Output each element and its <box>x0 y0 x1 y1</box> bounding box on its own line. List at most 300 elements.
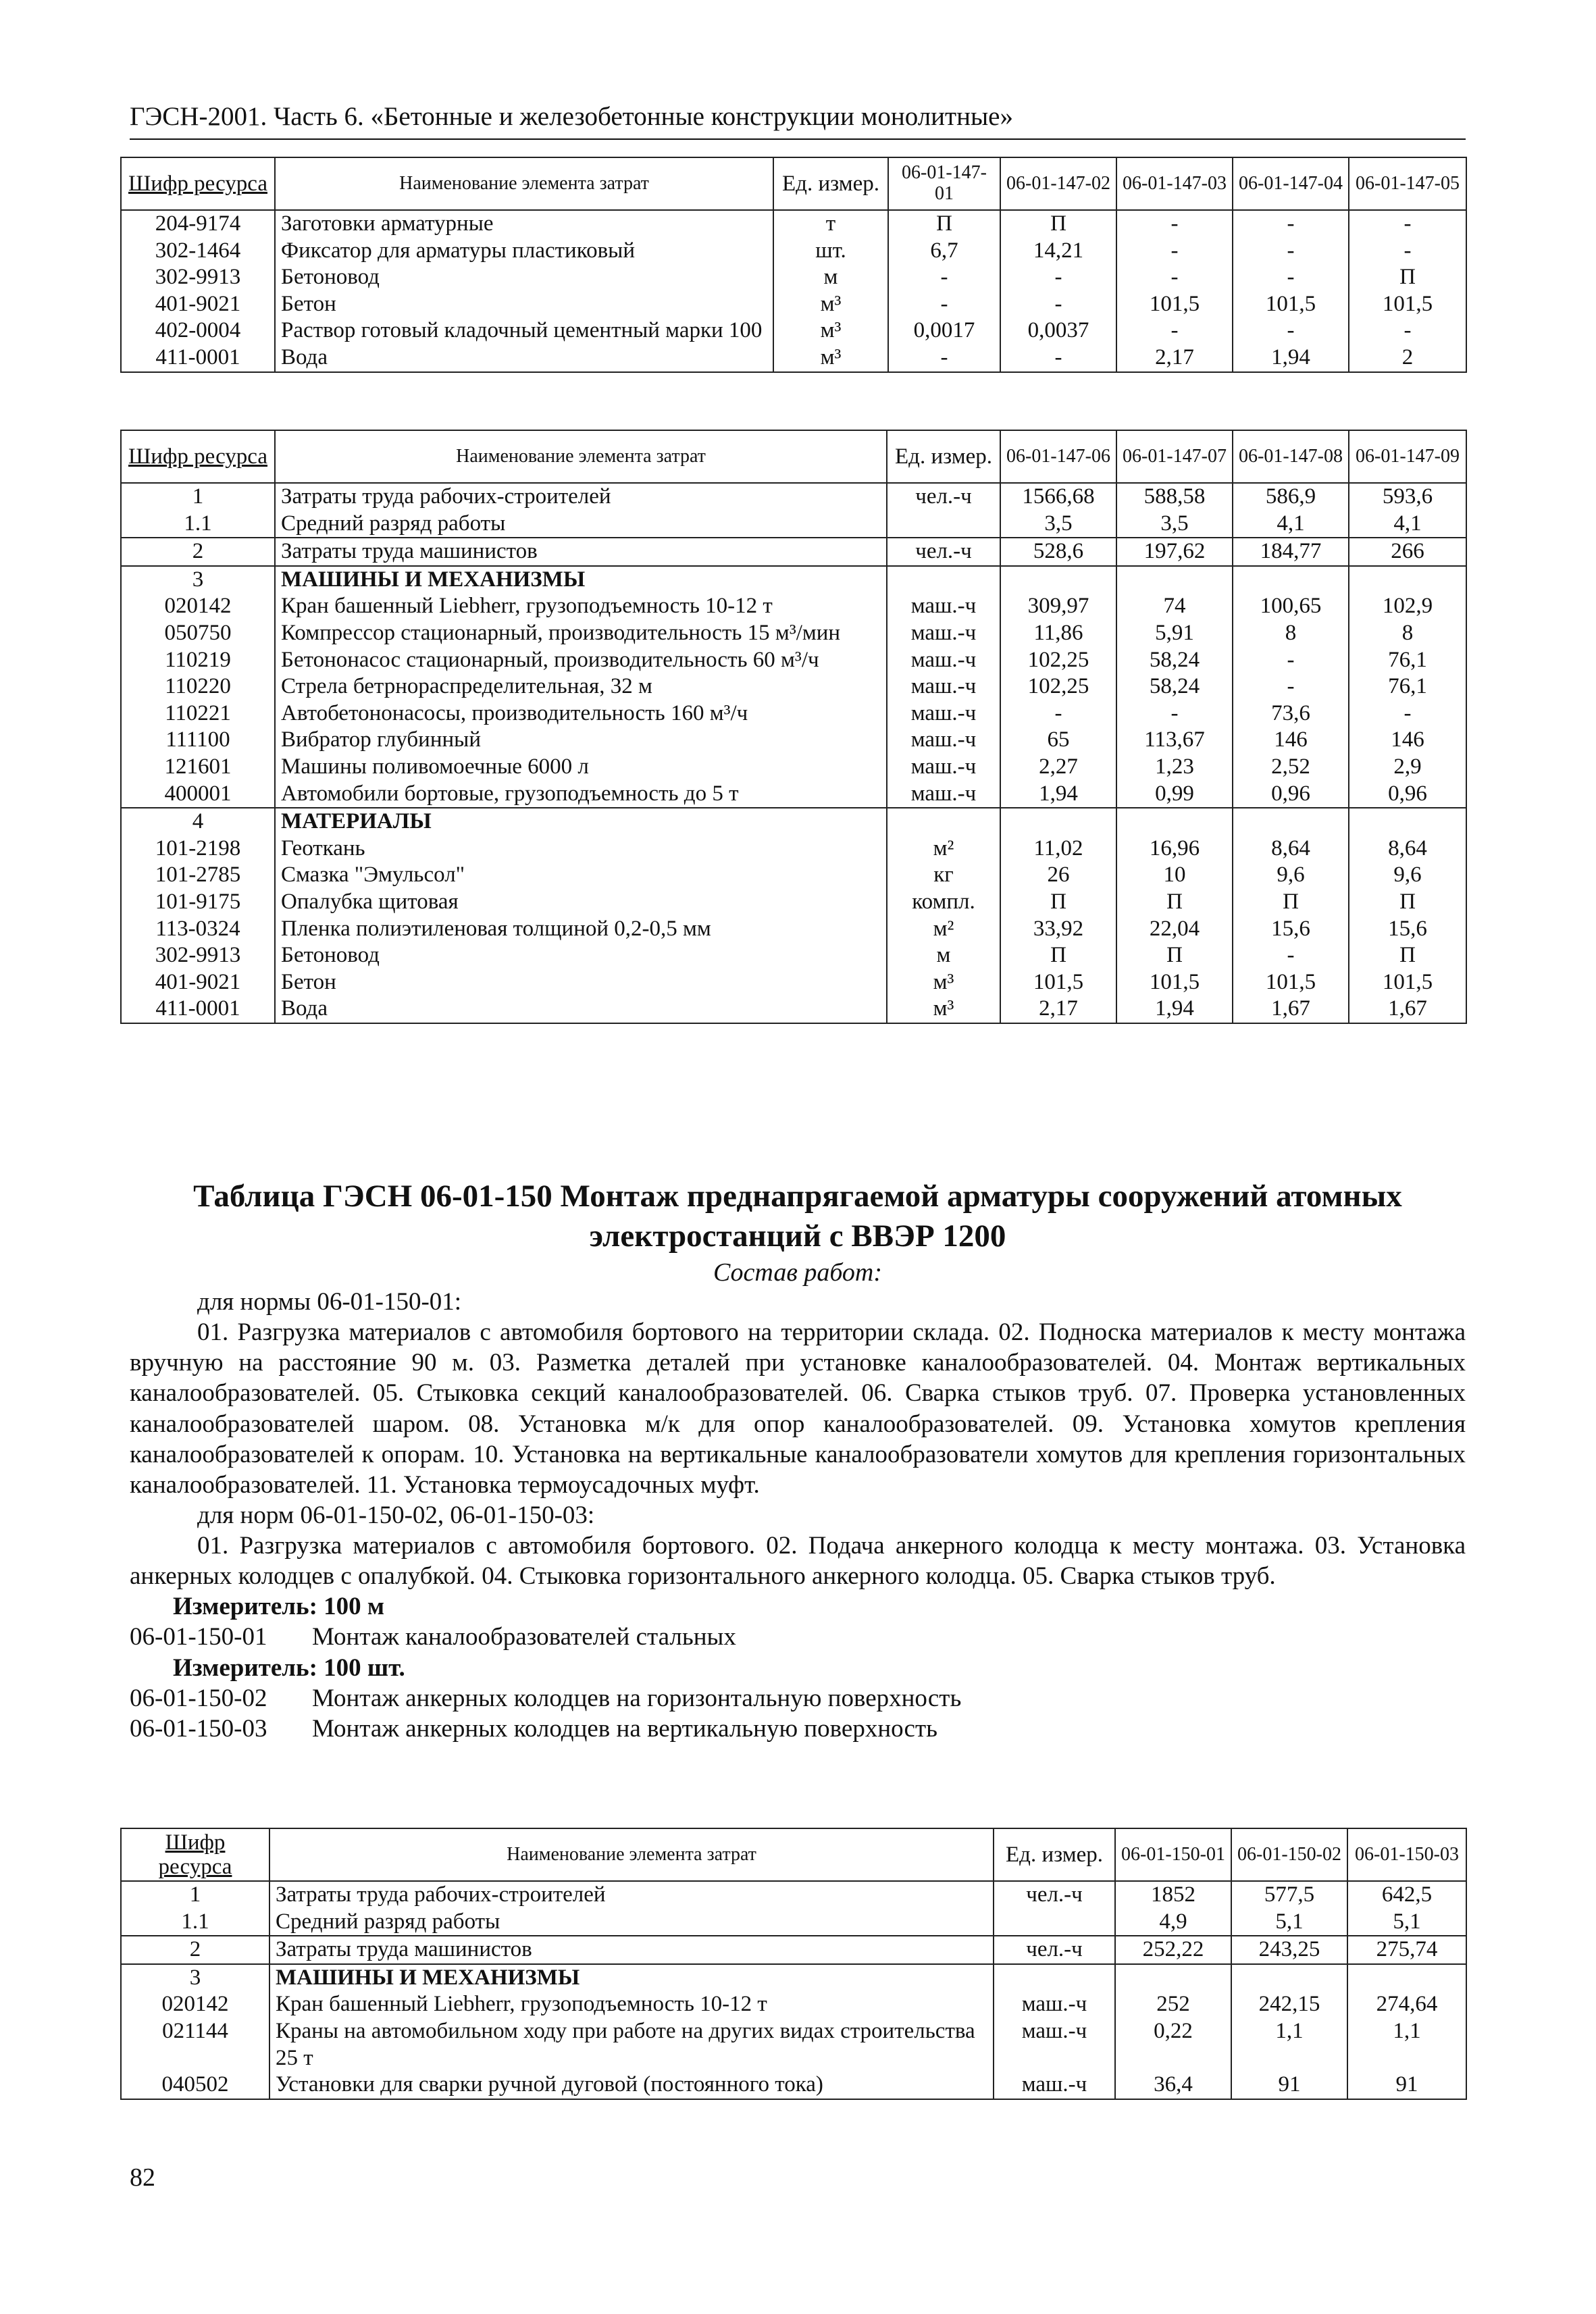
section-title: Таблица ГЭСН 06-01-150 Монтаж преднапрягаемой арматуры сооружений атомных электростанций с ВВЭР 1200 <box>193 1179 1402 1254</box>
cell-code: 101-2198 <box>121 835 275 863</box>
norm-item <box>130 1622 1466 1652</box>
cell-value <box>1233 566 1349 594</box>
cell-unit: м² <box>887 835 1000 863</box>
cell-value: 74 <box>1116 593 1233 620</box>
cell-value: 593,6 <box>1349 483 1466 511</box>
cell-value: 2,9 <box>1349 754 1466 781</box>
cell-code: 401-9021 <box>121 969 275 996</box>
cell-value: 2,17 <box>1116 344 1233 372</box>
cell-value: 11,86 <box>1000 620 1116 647</box>
cell-value: 274,64 <box>1347 1991 1466 2018</box>
cell-code: 411-0001 <box>121 996 275 1023</box>
cell-value: П <box>1349 942 1466 969</box>
cell-value: 8,64 <box>1349 835 1466 863</box>
cell-name: Стрела бетрнораспределительная, 32 м <box>275 673 887 700</box>
cell-unit: чел.-ч <box>887 483 1000 511</box>
cell-value: П <box>1233 889 1349 916</box>
cell-value: 101,5 <box>1000 969 1116 996</box>
cell-name: Компрессор стационарный, производительность 15 м³/мин <box>275 620 887 647</box>
cell-name: Опалубка щитовая <box>275 889 887 916</box>
cell-unit: м <box>887 942 1000 969</box>
cell-unit: маш.-ч <box>887 727 1000 754</box>
col-header-name: Наименование элемента затрат <box>275 430 887 483</box>
cell-code: 1.1 <box>121 511 275 538</box>
cell-code: 020142 <box>121 1991 269 2018</box>
col-header-norm: 06-01-147-07 <box>1116 430 1233 483</box>
cell-value: 252 <box>1115 1991 1231 2018</box>
cell-code: 302-1464 <box>121 238 275 265</box>
cell-value: - <box>1116 700 1233 727</box>
norm-item-code: 06-01-150-03 <box>130 1714 267 1743</box>
cell-value: - <box>1233 647 1349 674</box>
cell-name: МАШИНЫ И МЕХАНИЗМЫ <box>275 566 887 594</box>
table-row <box>121 511 1466 538</box>
cell-name: Средний разряд работы <box>275 511 887 538</box>
cell-value: - <box>1233 210 1349 238</box>
cell-value: П <box>1000 942 1116 969</box>
col-header-norm: 06-01-147-08 <box>1233 430 1349 483</box>
cell-value: 0,96 <box>1349 781 1466 808</box>
cell-code: 040502 <box>121 2072 269 2099</box>
cell-value: - <box>1116 210 1233 238</box>
table-row <box>121 916 1466 943</box>
cell-value <box>1116 566 1233 594</box>
table-row <box>121 538 1466 566</box>
table-row <box>121 2018 1466 2072</box>
table-row <box>121 647 1466 674</box>
cell-name: Кран башенный Liebherr, грузоподъемность 10-12 т <box>275 593 887 620</box>
cell-value: 2,17 <box>1000 996 1116 1023</box>
cell-value: - <box>888 264 1000 291</box>
cell-value: 113,67 <box>1116 727 1233 754</box>
cell-name: Вибратор глубинный <box>275 727 887 754</box>
cell-code: 110221 <box>121 700 275 727</box>
col-header-norm: 06-01-150-01 <box>1115 1828 1231 1881</box>
norm2-label: для норм 06-01-150-02, 06-01-150-03: <box>197 1501 595 1529</box>
cell-name: Установки для сварки ручной дуговой (постоянного тока) <box>269 2072 994 2099</box>
norm1-label: для нормы 06-01-150-01: <box>197 1288 462 1316</box>
table-row <box>121 808 1466 835</box>
cell-code: 302-9913 <box>121 264 275 291</box>
table-row <box>121 727 1466 754</box>
cell-value: - <box>1000 291 1116 318</box>
col-header-unit: Ед. измер. <box>773 157 888 210</box>
cell-value: 10 <box>1116 862 1233 889</box>
cell-value: 4,9 <box>1115 1909 1231 1936</box>
cell-name: Бетон <box>275 291 773 318</box>
cell-unit: чел.-ч <box>994 1881 1115 1909</box>
col-header-norm: 06-01-147-01 <box>888 157 1000 210</box>
cell-unit <box>994 1909 1115 1936</box>
cell-name: Геоткань <box>275 835 887 863</box>
cell-value: 101,5 <box>1349 969 1466 996</box>
cell-name: Автобетононасосы, производительность 160 м³/ч <box>275 700 887 727</box>
cell-value: П <box>1116 889 1233 916</box>
col-header-norm: 06-01-150-03 <box>1347 1828 1466 1881</box>
cell-code: 113-0324 <box>121 916 275 943</box>
table-row <box>121 317 1466 344</box>
table-row <box>121 862 1466 889</box>
cell-value: 11,02 <box>1000 835 1116 863</box>
cell-value: - <box>1000 700 1116 727</box>
table-row <box>121 835 1466 863</box>
cell-unit: м³ <box>773 317 888 344</box>
cell-value: П <box>1000 210 1116 238</box>
norm-item-code: 06-01-150-01 <box>130 1623 267 1651</box>
cell-value: 0,96 <box>1233 781 1349 808</box>
cell-value: 1,94 <box>1000 781 1116 808</box>
cell-value: 8 <box>1349 620 1466 647</box>
cell-value: 58,24 <box>1116 673 1233 700</box>
cell-value: - <box>1233 317 1349 344</box>
cell-value: 15,6 <box>1233 916 1349 943</box>
norm1-text: 01. Разгрузка материалов с автомобиля бортового на территории склада. 02. Подноска материалов к месту монтажа вручную на расстояние 90 м. 03. Разметка деталей при установке каналообразователей. 04. Монтаж вертикальных каналообразователей. 05. Стыковка секций каналообразователей. 06. Сварка стыков труб. 07. Проверка установленных каналообразователей шаром. 08. Установка м/к для опор каналообразователей. 09. Установка хомутов крепления каналообразователей к опорам. 10. Установка на вертикальные каналообразователи хомутов для крепления горизонтальных каналообразователей. 11. Установка термоусадочных муфт. <box>130 1318 1466 1499</box>
cell-value: 1,1 <box>1347 2018 1466 2072</box>
cell-unit: м³ <box>773 344 888 372</box>
cell-name: Пленка полиэтиленовая толщиной 0,2-0,5 мм <box>275 916 887 943</box>
cell-value: 0,22 <box>1115 2018 1231 2072</box>
resource-table-147-06-09 <box>120 430 1467 1024</box>
table-row <box>121 264 1466 291</box>
cell-value: 26 <box>1000 862 1116 889</box>
cell-value: 528,6 <box>1000 538 1116 566</box>
cell-name: МАТЕРИАЛЫ <box>275 808 887 835</box>
cell-value: 1,23 <box>1116 754 1233 781</box>
cell-value: 1566,68 <box>1000 483 1116 511</box>
table-row <box>121 344 1466 372</box>
cell-code: 110219 <box>121 647 275 674</box>
cell-unit: м³ <box>887 969 1000 996</box>
cell-value: - <box>1000 344 1116 372</box>
cell-unit: маш.-ч <box>887 673 1000 700</box>
cell-value: 101,5 <box>1349 291 1466 318</box>
cell-value: - <box>1349 317 1466 344</box>
cell-value: 197,62 <box>1116 538 1233 566</box>
cell-value: 9,6 <box>1349 862 1466 889</box>
cell-name: Автомобили бортовые, грузоподъемность до 5 т <box>275 781 887 808</box>
col-header-norm: 06-01-147-02 <box>1000 157 1116 210</box>
col-header-norm: 06-01-147-09 <box>1349 430 1466 483</box>
table-row <box>121 700 1466 727</box>
meter-1: Измеритель: 100 м <box>173 1593 385 1621</box>
cell-value: - <box>1349 238 1466 265</box>
table-row <box>121 2072 1466 2099</box>
cell-value: 102,25 <box>1000 673 1116 700</box>
cell-value: - <box>1116 238 1233 265</box>
cell-value: 2 <box>1349 344 1466 372</box>
cell-code: 1 <box>121 483 275 511</box>
cell-value: 252,22 <box>1115 1936 1231 1964</box>
table-row <box>121 1881 1466 1909</box>
cell-code: 2 <box>121 538 275 566</box>
cell-name: Бетононасос стационарный, производительность 60 м³/ч <box>275 647 887 674</box>
composition-label: Состав работ: <box>713 1258 883 1287</box>
cell-code: 302-9913 <box>121 942 275 969</box>
cell-value: 102,9 <box>1349 593 1466 620</box>
cell-value: 242,15 <box>1231 1991 1347 2018</box>
cell-unit: чел.-ч <box>994 1936 1115 1964</box>
cell-value: П <box>1349 264 1466 291</box>
meter-2: Измеритель: 100 шт. <box>173 1653 405 1682</box>
cell-value: 6,7 <box>888 238 1000 265</box>
cell-name: Раствор готовый кладочный цементный марки 100 <box>275 317 773 344</box>
cell-value: 101,5 <box>1116 969 1233 996</box>
cell-value: 5,91 <box>1116 620 1233 647</box>
cell-code: 204-9174 <box>121 210 275 238</box>
table-row <box>121 889 1466 916</box>
cell-value: 1,94 <box>1116 996 1233 1023</box>
col-header-norm: 06-01-150-02 <box>1231 1828 1347 1881</box>
col-header-code: Шифр ресурса <box>121 1828 269 1881</box>
cell-value: 1,1 <box>1231 2018 1347 2072</box>
cell-unit <box>887 511 1000 538</box>
cell-value: - <box>1349 210 1466 238</box>
cell-unit: т <box>773 210 888 238</box>
cell-code: 400001 <box>121 781 275 808</box>
table-row <box>121 942 1466 969</box>
cell-value: - <box>1233 264 1349 291</box>
cell-value: 266 <box>1349 538 1466 566</box>
table-row <box>121 1991 1466 2018</box>
table-row <box>121 1964 1466 1992</box>
cell-value <box>1000 808 1116 835</box>
cell-value: 243,25 <box>1231 1936 1347 1964</box>
cell-value: 1,67 <box>1349 996 1466 1023</box>
col-header-norm: 06-01-147-05 <box>1349 157 1466 210</box>
cell-unit: шт. <box>773 238 888 265</box>
cell-value: 101,5 <box>1233 969 1349 996</box>
cell-value: 588,58 <box>1116 483 1233 511</box>
cell-value: 101,5 <box>1233 291 1349 318</box>
col-header-code: Шифр ресурса <box>121 157 275 210</box>
cell-value: 184,77 <box>1233 538 1349 566</box>
col-header-unit: Ед. измер. <box>994 1828 1115 1881</box>
table-row <box>121 673 1466 700</box>
cell-value: 102,25 <box>1000 647 1116 674</box>
cell-value: 5,1 <box>1347 1909 1466 1936</box>
cell-unit: маш.-ч <box>994 1991 1115 2018</box>
cell-value: 642,5 <box>1347 1881 1466 1909</box>
cell-unit: маш.-ч <box>887 754 1000 781</box>
cell-value: 4,1 <box>1233 511 1349 538</box>
cell-value: 1852 <box>1115 1881 1231 1909</box>
cell-value: - <box>1349 700 1466 727</box>
cell-code: 021144 <box>121 2018 269 2072</box>
cell-value: 14,21 <box>1000 238 1116 265</box>
cell-value <box>1349 808 1466 835</box>
cell-value: 91 <box>1347 2072 1466 2099</box>
table-row <box>121 566 1466 594</box>
cell-unit: маш.-ч <box>887 647 1000 674</box>
cell-value: - <box>1233 238 1349 265</box>
cell-name: Бетон <box>275 969 887 996</box>
cell-value <box>1116 808 1233 835</box>
cell-value: 65 <box>1000 727 1116 754</box>
table-row <box>121 1936 1466 1964</box>
cell-value: 3,5 <box>1116 511 1233 538</box>
cell-unit: маш.-ч <box>887 781 1000 808</box>
cell-value: 146 <box>1349 727 1466 754</box>
cell-unit: компл. <box>887 889 1000 916</box>
cell-value: - <box>1233 942 1349 969</box>
resource-table-150 <box>120 1828 1467 2100</box>
cell-value: 0,99 <box>1116 781 1233 808</box>
cell-value: 275,74 <box>1347 1936 1466 1964</box>
norm-item-text: Монтаж анкерных колодцев на горизонтальную поверхность <box>312 1684 962 1712</box>
norm-item-text: Монтаж каналообразователей стальных <box>312 1623 736 1651</box>
norm2-text: 01. Разгрузка материалов с автомобиля бортового. 02. Подача анкерного колодца к месту монтажа. 03. Установка анкерных колодцев с опалубкой. 04. Стыковка горизонтального анкерного колодца. 05. Сварка стыков труб. <box>130 1532 1466 1591</box>
cell-value: 309,97 <box>1000 593 1116 620</box>
cell-unit: м² <box>887 916 1000 943</box>
cell-value: 15,6 <box>1349 916 1466 943</box>
page-number: 82 <box>130 2163 155 2192</box>
cell-name: Фиксатор для арматуры пластиковый <box>275 238 773 265</box>
cell-value: П <box>1116 942 1233 969</box>
cell-code: 401-9021 <box>121 291 275 318</box>
cell-value: 33,92 <box>1000 916 1116 943</box>
col-header-norm: 06-01-147-06 <box>1000 430 1116 483</box>
cell-value: 36,4 <box>1115 2072 1231 2099</box>
cell-name: Заготовки арматурные <box>275 210 773 238</box>
cell-name: МАШИНЫ И МЕХАНИЗМЫ <box>269 1964 994 1992</box>
cell-value: 76,1 <box>1349 647 1466 674</box>
cell-name: Затраты труда рабочих-строителей <box>275 483 887 511</box>
cell-name: Вода <box>275 996 887 1023</box>
cell-value: П <box>1000 889 1116 916</box>
table-row <box>121 483 1466 511</box>
table-row <box>121 996 1466 1023</box>
cell-name: Вода <box>275 344 773 372</box>
cell-code: 3 <box>121 1964 269 1992</box>
cell-unit <box>994 1964 1115 1992</box>
resource-table-147-01-05 <box>120 157 1467 373</box>
cell-name: Затраты труда машинистов <box>269 1936 994 1964</box>
cell-name: Бетоновод <box>275 942 887 969</box>
cell-value: - <box>1233 673 1349 700</box>
table-row <box>121 210 1466 238</box>
cell-unit <box>887 566 1000 594</box>
cell-code: 1.1 <box>121 1909 269 1936</box>
cell-code: 2 <box>121 1936 269 1964</box>
cell-value: 8,64 <box>1233 835 1349 863</box>
cell-code: 111100 <box>121 727 275 754</box>
table-row <box>121 754 1466 781</box>
cell-unit: маш.-ч <box>994 2072 1115 2099</box>
table-row <box>121 238 1466 265</box>
cell-unit: м³ <box>773 291 888 318</box>
cell-code: 411-0001 <box>121 344 275 372</box>
cell-code: 110220 <box>121 673 275 700</box>
cell-value: 2,52 <box>1233 754 1349 781</box>
cell-value: 8 <box>1233 620 1349 647</box>
cell-value <box>1231 1964 1347 1992</box>
cell-code: 121601 <box>121 754 275 781</box>
cell-value: 22,04 <box>1116 916 1233 943</box>
table-row <box>121 1909 1466 1936</box>
norm-item-code: 06-01-150-02 <box>130 1684 267 1712</box>
running-header: ГЭСН-2001. Часть 6. «Бетонные и железобетонные конструкции монолитные» <box>130 101 1466 140</box>
norm-item <box>130 1714 1466 1744</box>
cell-value: 76,1 <box>1349 673 1466 700</box>
cell-value: 0,0037 <box>1000 317 1116 344</box>
cell-value: - <box>888 291 1000 318</box>
cell-value <box>1115 1964 1231 1992</box>
cell-value: 2,27 <box>1000 754 1116 781</box>
cell-value: 9,6 <box>1233 862 1349 889</box>
cell-value: - <box>1000 264 1116 291</box>
cell-name: Средний разряд работы <box>269 1909 994 1936</box>
cell-code: 1 <box>121 1881 269 1909</box>
cell-value: 101,5 <box>1116 291 1233 318</box>
cell-name: Краны на автомобильном ходу при работе на других видах строительства 25 т <box>269 2018 994 2072</box>
col-header-unit: Ед. измер. <box>887 430 1000 483</box>
cell-code: 3 <box>121 566 275 594</box>
norm-item <box>130 1683 1466 1714</box>
cell-value: 146 <box>1233 727 1349 754</box>
cell-value: 16,96 <box>1116 835 1233 863</box>
cell-name: Смазка "Эмульсол" <box>275 862 887 889</box>
cell-value: - <box>1116 264 1233 291</box>
col-header-norm: 06-01-147-04 <box>1233 157 1349 210</box>
cell-name: Затраты труда машинистов <box>275 538 887 566</box>
cell-value: 1,94 <box>1233 344 1349 372</box>
cell-unit <box>887 808 1000 835</box>
col-header-norm: 06-01-147-03 <box>1116 157 1233 210</box>
cell-unit: кг <box>887 862 1000 889</box>
table-row <box>121 291 1466 318</box>
cell-value: П <box>1349 889 1466 916</box>
cell-unit: маш.-ч <box>887 700 1000 727</box>
cell-value: 58,24 <box>1116 647 1233 674</box>
table-row <box>121 781 1466 808</box>
cell-code: 402-0004 <box>121 317 275 344</box>
cell-value: - <box>888 344 1000 372</box>
cell-value: 4,1 <box>1349 511 1466 538</box>
cell-code: 101-9175 <box>121 889 275 916</box>
cell-name: Кран башенный Liebherr, грузоподъемность 10-12 т <box>269 1991 994 2018</box>
cell-value: 100,65 <box>1233 593 1349 620</box>
cell-unit: маш.-ч <box>994 2018 1115 2072</box>
cell-value <box>1347 1964 1466 1992</box>
cell-name: Затраты труда рабочих-строителей <box>269 1881 994 1909</box>
table-row <box>121 969 1466 996</box>
cell-value <box>1233 808 1349 835</box>
cell-value <box>1000 566 1116 594</box>
cell-code: 101-2785 <box>121 862 275 889</box>
cell-value: 3,5 <box>1000 511 1116 538</box>
table-row <box>121 593 1466 620</box>
table-row <box>121 620 1466 647</box>
cell-name: Бетоновод <box>275 264 773 291</box>
cell-value: - <box>1116 317 1233 344</box>
cell-code: 050750 <box>121 620 275 647</box>
col-header-name: Наименование элемента затрат <box>269 1828 994 1881</box>
cell-value: 91 <box>1231 2072 1347 2099</box>
cell-unit: м <box>773 264 888 291</box>
cell-code: 4 <box>121 808 275 835</box>
cell-unit: маш.-ч <box>887 593 1000 620</box>
section-body <box>130 1287 1466 1744</box>
cell-unit: чел.-ч <box>887 538 1000 566</box>
cell-value: 586,9 <box>1233 483 1349 511</box>
cell-value: 73,6 <box>1233 700 1349 727</box>
cell-unit: м³ <box>887 996 1000 1023</box>
cell-value: П <box>888 210 1000 238</box>
cell-value: 5,1 <box>1231 1909 1347 1936</box>
cell-unit: маш.-ч <box>887 620 1000 647</box>
cell-name: Машины поливомоечные 6000 л <box>275 754 887 781</box>
norm-item-text: Монтаж анкерных колодцев на вертикальную поверхность <box>312 1714 938 1743</box>
